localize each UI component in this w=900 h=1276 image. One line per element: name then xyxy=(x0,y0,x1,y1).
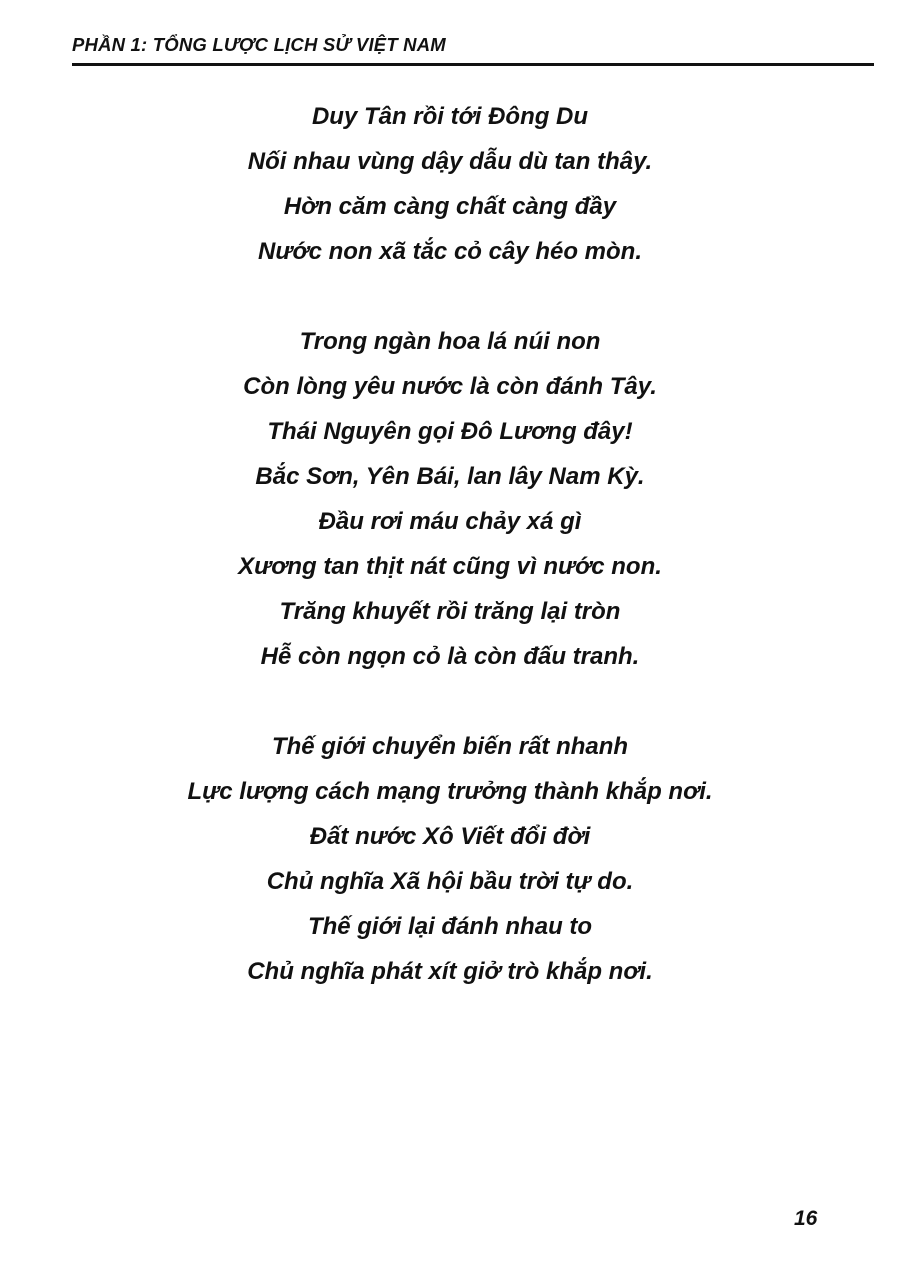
poem-line: Chủ nghĩa phát xít giở trò khắp nơi. xyxy=(247,958,653,985)
poem-line: Trong ngàn hoa lá núi non xyxy=(299,328,601,355)
page-header xyxy=(72,32,874,66)
poem-line: Thế giới lại đánh nhau to xyxy=(307,913,593,940)
poem-line: Thái Nguyên gọi Đô Lương đây! xyxy=(267,418,633,445)
section-title: PHẦN 1: TỔNG LƯỢC LỊCH SỬ VIỆT NAM xyxy=(72,34,446,55)
poem-line: Duy Tân rồi tới Đông Du xyxy=(311,103,589,130)
poem-line: Lực lượng cách mạng trưởng thành khắp nơi. xyxy=(187,778,713,805)
poem-line: Còn lòng yêu nước là còn đánh Tây. xyxy=(243,373,657,400)
stanza-2 xyxy=(0,319,900,679)
poem-line: Đất nước Xô Viết đổi đời xyxy=(309,823,591,850)
page-number: 16 xyxy=(794,1207,818,1230)
poem-line: Hễ còn ngọn cỏ là còn đấu tranh. xyxy=(260,643,640,670)
poem-line: Chủ nghĩa Xã hội bầu trời tự do. xyxy=(266,868,634,895)
poem-line: Thế giới chuyển biến rất nhanh xyxy=(271,733,629,760)
poem-line: Đầu rơi máu chảy xá gì xyxy=(318,508,582,535)
poem-line: Nối nhau vùng dậy dẫu dù tan thây. xyxy=(247,148,653,175)
poem-line: Hờn căm càng chất càng đầy xyxy=(283,193,617,220)
poem-line: Xương tan thịt nát cũng vì nước non. xyxy=(238,553,662,580)
poem xyxy=(0,94,900,994)
poem-line: Trăng khuyết rồi trăng lại tròn xyxy=(279,598,621,625)
poem-line: Nước non xã tắc cỏ cây héo mòn. xyxy=(257,238,642,265)
stanza-1 xyxy=(0,94,900,274)
poem-line: Bắc Sơn, Yên Bái, lan lây Nam Kỳ. xyxy=(255,463,645,490)
stanza-3 xyxy=(0,724,900,994)
